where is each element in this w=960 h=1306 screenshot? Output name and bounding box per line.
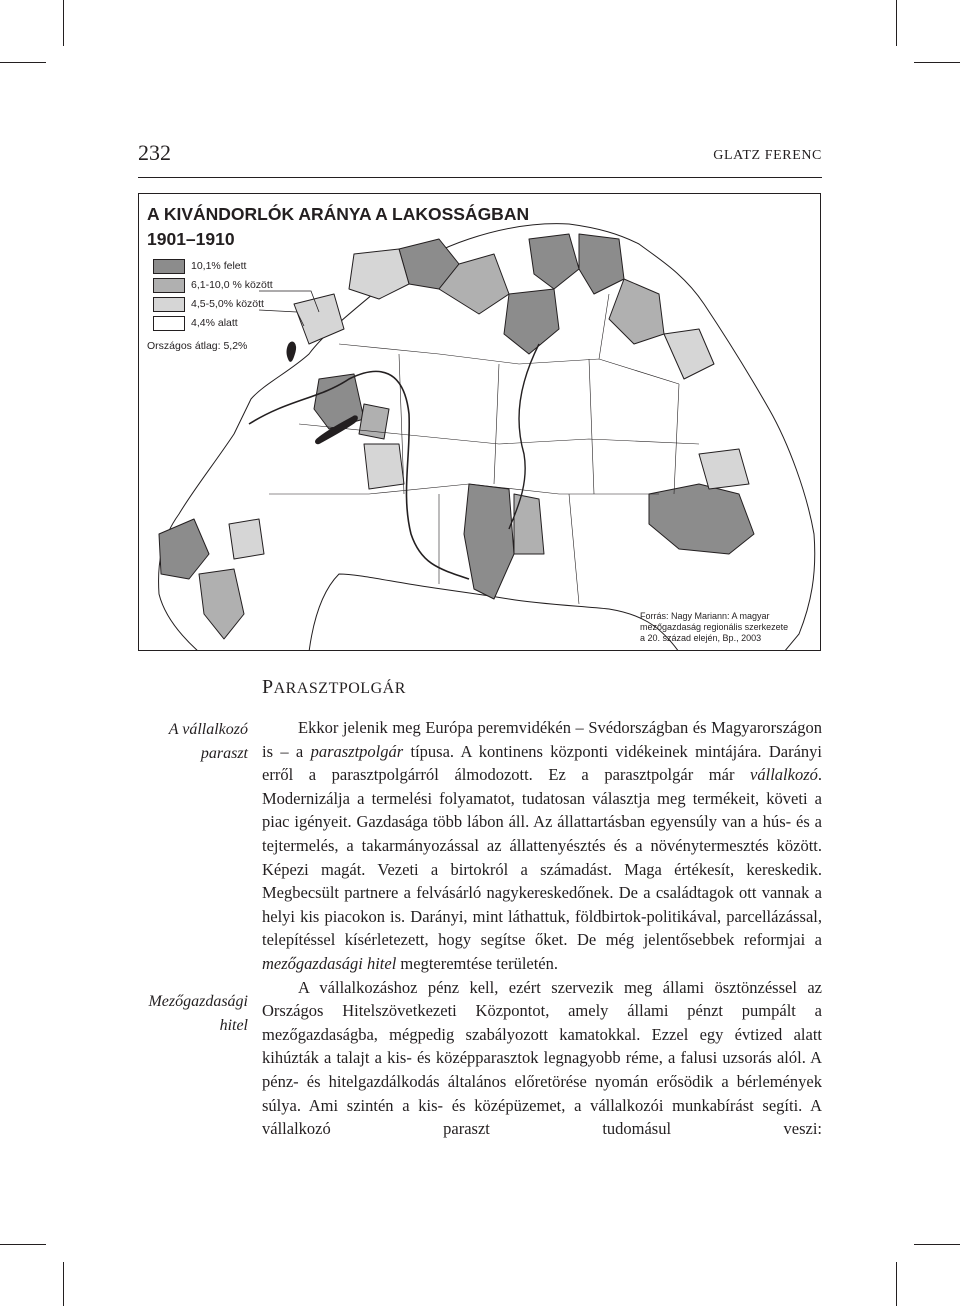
text-run: Ekkor jelenik meg Európa peremvidékén – Svédországban és Magyarországon is – a [262,718,822,761]
legend-label: 4,5-5,0% között [191,298,264,310]
county-light [229,519,264,559]
crop-mark [914,62,960,63]
section-title-initial: P [262,676,274,698]
legend-label: 6,1-10,0 % között [191,279,273,291]
source-line: Forrás: Nagy Mariann: A magyar [640,611,770,621]
margin-note-line: A vállalkozó [168,721,248,738]
source-line: mezőgazdaság regionális szerkezete [640,622,789,632]
margin-note-credit [88,990,248,1038]
text-run: . Modernizálja a termelési folyamatot, tudatosan választja meg termékeit, követi a piac igényeit. Gazdasága több lábon áll. Az állattartásban egyensúly van a hús- és a tejtermelés, a takarmányozással az állattenyésztés és a növénytermesztés között. Képezi magát. Vezeti a birtokról a számadást. Maga értékesít, kereskedik. Megbecsült partnere a felvásárló nagykereskedőnek. De a családtagok ott vannak a helyi kis piacokon is. Darányi, mint láthattuk, földbirtok-politikával, parcellázással, telepítéssel kísérletezett, hogy segítse őket. De még jelentősebbek reformjai a [262,765,822,950]
body-text [262,716,822,1141]
paragraph: A vállalkozáshoz pénz kell, ezért szervezik meg állami ösztönzéssel az Országos Hitelszövetkezeti Központot, amely állami pénzt pumpált a mezőgazdaságba, mégpedig szabályozott kamatokkal. Ezzel egy évtized alatt kihúzták a talajt a kis- és középparasztok legnagyobb réme, a falusi uzsorás alól. A pénz- és hitelgazdálkodás általános előretörése nyomán erősödik a bérlemények súlya. Ami szintén a kis- és középüzemet, a vállalkozói munkabírást segíti. A vállalkozó paraszt tudomásul veszi: [262,977,822,1139]
page-number: 232 [138,140,171,165]
map-title [147,202,529,252]
paragraph [262,716,822,976]
crop-mark [914,1244,960,1245]
map-title-years: 1901–1910 [147,229,235,249]
county-mid [359,404,389,439]
emphasis: mezőgazdasági hitel [262,953,397,973]
crop-mark [896,1262,897,1306]
text-run: megteremtése területén. [396,953,559,973]
map-source [640,611,812,644]
section-title-rest: ARASZTPOLGÁR [273,680,406,697]
legend-swatch [153,297,185,312]
map-title-line: A KIVÁNDORLÓK ARÁNYA A LAKOSSÁGBAN [147,204,530,224]
crop-mark [0,62,46,63]
margin-note-line: hitel [219,1017,248,1034]
section-title [262,676,406,699]
legend-swatch [153,278,185,293]
lake [287,342,295,361]
margin-note-line: paraszt [200,745,248,762]
national-average: Országos átlag: 5,2% [147,340,248,352]
legend-swatch [153,316,185,331]
county-light [364,444,404,489]
crop-mark [63,0,64,46]
text-run: típusa. A kontinens központi vidékeinek mintájára. Darányi erről a parasztpolgárról álmodozott. Ez a parasztpolgár már [262,741,822,785]
crop-mark [63,1262,64,1306]
emigration-map-figure [138,193,821,651]
legend-swatch [153,259,185,274]
legend-label: 4,4% alatt [191,317,238,329]
legend-label: 10,1% felett [191,260,247,272]
running-head: GLATZ FERENC [713,148,822,163]
emphasis: vállalkozó [750,765,818,785]
source-line: a 20. század elején, Bp., 2003 [640,633,762,643]
margin-note-line: Mezőgazdasági [148,993,248,1010]
emphasis: parasztpolgár [310,741,404,761]
crop-mark [0,1244,46,1245]
crop-mark [896,0,897,46]
margin-note-entrepreneur [88,718,248,766]
header-rule [138,177,822,178]
